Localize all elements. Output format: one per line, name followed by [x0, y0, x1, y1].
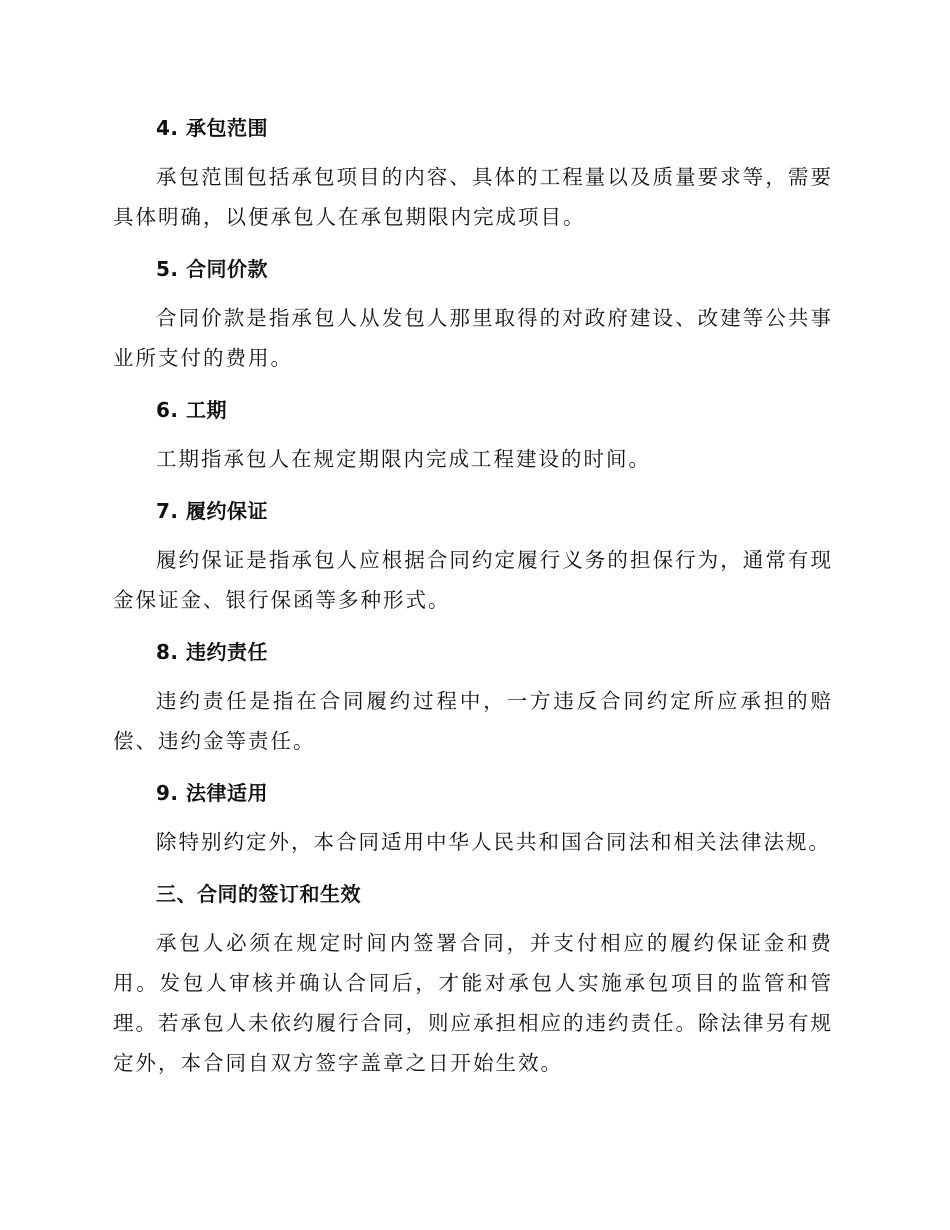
- section-three: [113, 879, 833, 1083]
- section-body: 承包范围包括承包项目的内容、具体的工程量以及质量要求等，需要具体明确，以便承包人在承包期限内完成项目。: [113, 165, 833, 229]
- section-body: 除特别约定外，本合同适用中华人民共和国合同法和相关法律法规。: [156, 830, 831, 854]
- section-body: 合同价款是指承包人从发包人那里取得的对政府建设、改建等公共事业所支付的费用。: [113, 306, 833, 370]
- section-6: [113, 395, 833, 479]
- section-heading: 7. 履约保证: [156, 499, 268, 523]
- chapter-heading: 三、合同的签订和生效: [156, 882, 361, 906]
- chapter-body: 承包人必须在规定时间内签署合同，并支付相应的履约保证金和费用。发包人审核并确认合同后，才能对承包人实施承包项目的监管和管理。若承包人未依约履行合同，则应承担相应的违约责任。除法律另有规定外，本合同自双方签字盖章之日开始生效。: [113, 931, 833, 1075]
- section-body: 工期指承包人在规定期限内完成工程建设的时间。: [156, 447, 651, 471]
- section-body: 违约责任是指在合同履约过程中，一方违反合同约定所应承担的赔偿、违约金等责任。: [113, 689, 833, 753]
- section-heading: 5. 合同价款: [156, 257, 268, 281]
- section-5: [113, 254, 833, 378]
- section-body: 履约保证是指承包人应根据合同约定履行义务的担保行为，通常有现金保证金、银行保函等多种形式。: [113, 548, 833, 612]
- section-8: [113, 637, 833, 761]
- section-9: [113, 778, 833, 862]
- section-heading: 8. 违约责任: [156, 640, 268, 664]
- section-7: [113, 496, 833, 620]
- section-heading: 9. 法律适用: [156, 781, 268, 805]
- document-content: [113, 113, 833, 1083]
- section-heading: 4. 承包范围: [156, 116, 268, 140]
- section-4: [113, 113, 833, 237]
- section-heading: 6. 工期: [156, 398, 227, 422]
